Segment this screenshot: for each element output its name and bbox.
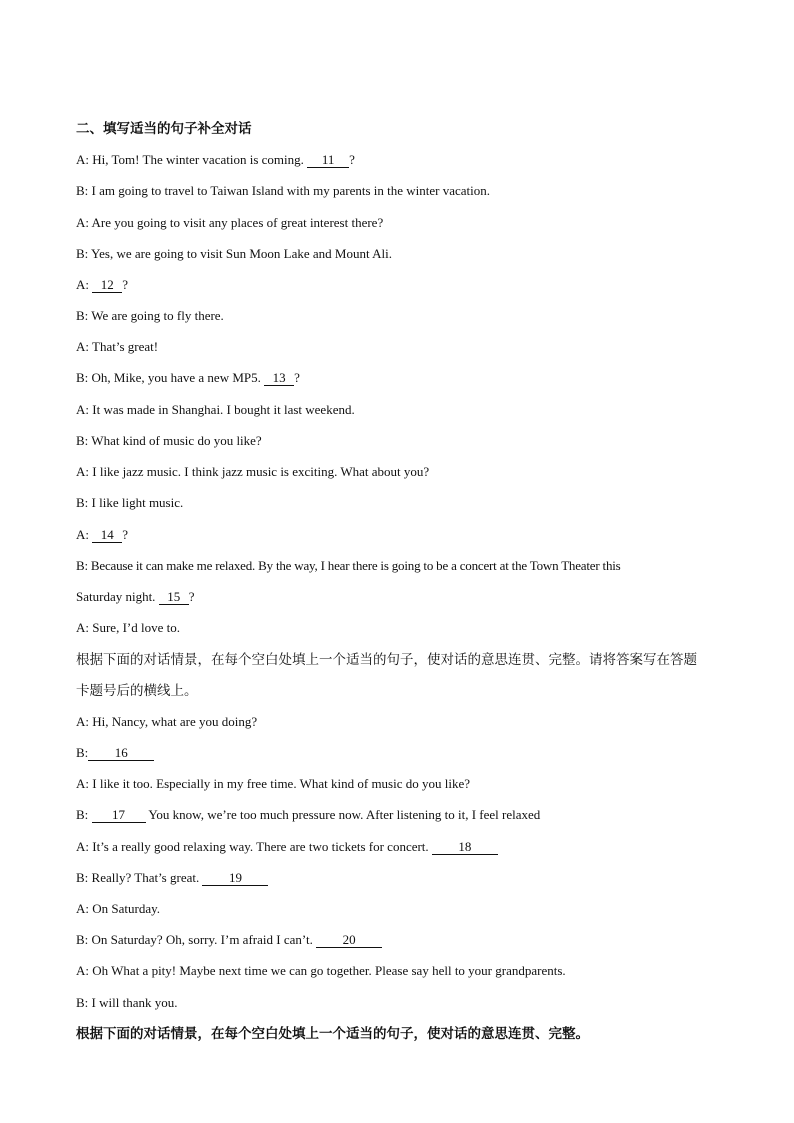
line-text: B: <box>76 807 92 822</box>
dialogue-line <box>76 214 383 232</box>
line-text-end: ? <box>122 527 129 542</box>
dialogue-line <box>76 369 300 387</box>
dialogue-line <box>76 463 429 481</box>
line-text: A: That’s great! <box>76 339 159 354</box>
dialogue-line <box>76 276 128 294</box>
dialogue-line <box>76 245 392 263</box>
dialogue-line <box>76 338 158 356</box>
dialogue-line <box>76 557 621 575</box>
dialogue-line <box>76 806 540 824</box>
dialogue-line <box>76 619 180 637</box>
answer-blank-18[interactable]: 18 <box>432 840 498 855</box>
dialogue-line <box>76 775 470 793</box>
section-heading: 二、填写适当的句子补全对话 <box>76 121 252 137</box>
line-text-end: ? <box>349 152 355 167</box>
dialogue-line <box>76 713 257 731</box>
line-text: B: I am going to travel to Taiwan Island with my parents in the winter vacation. <box>76 183 491 198</box>
dialogue-line <box>76 401 355 419</box>
dialogue-line <box>76 151 355 169</box>
line-text: A: It was made in Shanghai. I bought it last weekend. <box>76 402 355 417</box>
answer-blank-14[interactable]: 14 <box>92 528 122 543</box>
answer-blank-20[interactable]: 20 <box>316 933 382 948</box>
line-text: A: Are you going to visit any places of great interest there? <box>76 215 384 230</box>
dialogue-line <box>76 962 566 980</box>
dialogue-line <box>76 307 224 325</box>
answer-blank-12[interactable]: 12 <box>92 278 122 293</box>
dialogue-line <box>76 182 490 200</box>
line-text: A: On Saturday. <box>76 901 161 916</box>
answer-blank-13[interactable]: 13 <box>264 371 294 386</box>
line-text: A: I like it too. Especially in my free time. What kind of music do you like? <box>76 776 471 791</box>
line-text: B: What kind of music do you like? <box>76 433 262 448</box>
line-text: B: Yes, we are going to visit Sun Moon Lake and Mount Ali. <box>76 246 392 261</box>
line-text: B: I will thank you. <box>76 995 178 1010</box>
dialogue-line <box>76 432 262 450</box>
dialogue-line <box>76 931 382 949</box>
answer-blank-11[interactable]: 11 <box>307 153 349 168</box>
line-text: A: Sure, I’d love to. <box>76 620 180 635</box>
line-text-end: ? <box>188 589 195 604</box>
answer-blank-17[interactable]: 17 <box>92 808 146 823</box>
dialogue-line <box>76 838 498 856</box>
line-text: A: Hi, Tom! The winter vacation is coming. <box>76 152 308 167</box>
line-text: B: Because it can make me relaxed. By the way, I hear there is going to be a concert at the Town Theater this <box>76 558 621 573</box>
line-text: A: Oh What a pity! Maybe next time we can go together. Please say hell to your grandparents. <box>76 963 566 978</box>
dialogue-line <box>76 494 183 512</box>
dialogue-line <box>76 588 194 606</box>
dialogue-line <box>76 994 177 1012</box>
line-text: B: Oh, Mike, you have a new MP5. <box>76 370 265 385</box>
line-text-end: ? <box>122 277 129 292</box>
line-text: Saturday night. <box>76 589 159 604</box>
answer-blank-15[interactable]: 15 <box>159 590 189 605</box>
dialogue-line <box>76 744 154 762</box>
line-text: A: <box>76 277 93 292</box>
line-text: A: I like jazz music. I think jazz music is exciting. What about you? <box>76 464 430 479</box>
answer-blank-16[interactable]: 16 <box>88 746 154 761</box>
line-text-end: ? <box>294 370 300 385</box>
line-text-end: You know, we’re too much pressure now. After listening to it, I feel relaxed <box>145 807 541 822</box>
instruction-text: 根据下面的对话情景，在每个空白处填上一个适当的句子，使对话的意思连贯、完整。请将答案写在答题 <box>76 652 697 668</box>
line-text: B: On Saturday? Oh, sorry. I’m afraid I can’t. <box>76 932 317 947</box>
line-text: B: I like light music. <box>76 495 184 510</box>
line-text: B: Really? That’s great. <box>76 870 203 885</box>
dialogue-line <box>76 869 268 887</box>
line-text: B: <box>76 745 89 760</box>
line-text: A: <box>76 527 93 542</box>
instruction-text-cont: 卡题号后的横线上。 <box>76 683 198 699</box>
line-text: A: Hi, Nancy, what are you doing? <box>76 714 258 729</box>
line-text: A: It’s a really good relaxing way. There are two tickets for concert. <box>76 839 432 854</box>
line-text: B: We are going to fly there. <box>76 308 224 323</box>
instruction-text-bold: 根据下面的对话情景，在每个空白处填上一个适当的句子，使对话的意思连贯、完整。 <box>76 1026 589 1042</box>
dialogue-line <box>76 526 128 544</box>
answer-blank-19[interactable]: 19 <box>202 871 268 886</box>
dialogue-line <box>76 900 160 918</box>
